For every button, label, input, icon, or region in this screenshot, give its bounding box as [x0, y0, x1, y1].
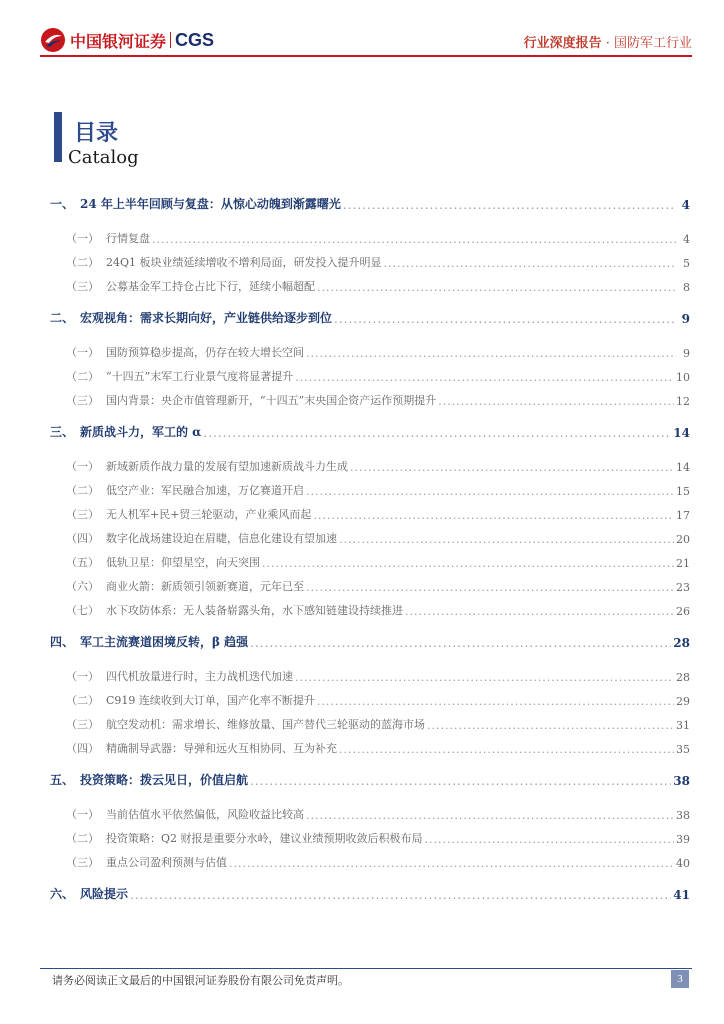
item-title: 无人机军+民+贸三轮驱动，产业乘风而起	[106, 508, 312, 521]
toc-item[interactable]	[50, 336, 690, 360]
toc-section[interactable]	[50, 416, 690, 440]
page-ref: 14	[673, 426, 690, 440]
item-number: （三）	[66, 508, 99, 521]
leader-dots	[295, 371, 674, 384]
page-ref: 41	[673, 888, 690, 902]
page-ref: 28	[676, 671, 690, 684]
leader-dots	[229, 857, 674, 870]
item-title: 低轨卫星：仰望星空，向天突围	[106, 556, 260, 569]
toc-item[interactable]	[50, 798, 690, 822]
item-number: （三）	[66, 394, 99, 407]
leader-dots	[425, 833, 674, 846]
toc-item[interactable]	[50, 498, 690, 522]
toc-item[interactable]	[50, 384, 690, 408]
leader-dots	[313, 509, 674, 522]
page-number: 3	[671, 970, 689, 988]
page-ref: 31	[676, 719, 690, 732]
toc-item[interactable]	[50, 474, 690, 498]
toc-item[interactable]	[50, 546, 690, 570]
section-number: 一、	[50, 197, 75, 211]
item-title: 当前估值水平依然偏低，风险收益比较高	[106, 808, 304, 821]
page-ref: 21	[676, 557, 690, 570]
leader-dots	[384, 257, 676, 270]
toc-section[interactable]	[50, 626, 690, 650]
toc-item[interactable]	[50, 732, 690, 756]
leader-dots	[250, 774, 671, 788]
footer-rule	[40, 968, 692, 969]
item-number: （一）	[66, 808, 99, 821]
item-title: C919 连续收到大订单，国产化率不断提升	[106, 694, 315, 707]
toc-item[interactable]	[50, 450, 690, 474]
item-number: （一）	[66, 232, 99, 245]
item-number: （四）	[66, 742, 99, 755]
page-ref: 15	[676, 485, 690, 498]
page-ref: 40	[676, 857, 690, 870]
item-number: （五）	[66, 556, 99, 569]
leader-dots	[152, 233, 676, 246]
page-header	[0, 0, 724, 58]
toc-item[interactable]	[50, 846, 690, 870]
item-number: （四）	[66, 532, 99, 545]
item-number: （二）	[66, 370, 99, 383]
leader-dots	[339, 533, 674, 546]
toc-item[interactable]	[50, 822, 690, 846]
page-title: 目录	[74, 121, 119, 146]
toc-item[interactable]	[50, 270, 690, 294]
section-title: 投资策略：拨云见日，价值启航	[80, 773, 249, 787]
brand-divider	[170, 32, 171, 48]
item-number: （二）	[66, 484, 99, 497]
item-title: 公募基金军工持仓占比下行，延续小幅超配	[106, 280, 315, 293]
industry-name: 国防军工行业	[613, 36, 692, 51]
page-ref: 38	[673, 774, 690, 788]
item-number: （一）	[66, 460, 99, 473]
item-number: （七）	[66, 604, 99, 617]
toc-item[interactable]	[50, 708, 690, 732]
leader-dots	[250, 636, 671, 650]
section-number: 五、	[50, 773, 75, 787]
leader-dots	[334, 312, 676, 326]
section-number: 三、	[50, 425, 75, 439]
item-title: 数字化战场建设迫在眉睫，信息化建设有望加速	[106, 532, 337, 545]
leader-dots	[130, 888, 671, 902]
leader-dots	[405, 605, 674, 618]
item-title: 重点公司盈利预测与估值	[106, 856, 227, 869]
item-number: （三）	[66, 718, 99, 731]
page-ref: 9	[683, 347, 690, 360]
leader-dots	[343, 198, 676, 212]
item-title: 航空发动机：需求增长、维修放量、国产替代三轮驱动的蓝海市场	[106, 718, 425, 731]
toc-item[interactable]	[50, 684, 690, 708]
item-title: 低空产业：军民融合加速，万亿赛道开启	[106, 484, 304, 497]
section-title: 宏观视角：需求长期向好，产业链供给逐步到位	[80, 311, 333, 325]
table-of-contents	[50, 188, 690, 902]
leader-dots	[339, 743, 674, 756]
item-title: 行情复盘	[106, 232, 150, 245]
item-title: 新域新质作战力量的发展有望加速新质战斗力生成	[106, 460, 348, 473]
page-ref: 23	[676, 581, 690, 594]
item-title: 四代机放量进行时，主力战机迭代加速	[106, 670, 293, 683]
leader-dots	[203, 426, 671, 440]
footer-disclaimer: 请务必阅读正文最后的中国银河证券股份有限公司免责声明。	[52, 974, 349, 987]
page-ref: 14	[676, 461, 690, 474]
item-title: 商业火箭：新质领引领新赛道，元年已至	[106, 580, 304, 593]
toc-item[interactable]	[50, 594, 690, 618]
item-title: 投资策略：Q2 财报是重要分水岭，建议业绩预期收敛后积极布局	[106, 832, 423, 845]
brand-logo	[40, 27, 214, 53]
section-title: 24 年上半年回顾与复盘：从惊心动魄到渐露曙光	[80, 197, 341, 211]
item-number: （三）	[66, 856, 99, 869]
item-number: （六）	[66, 580, 99, 593]
header-rule	[40, 55, 692, 57]
leader-dots	[306, 809, 674, 822]
leader-dots	[427, 719, 674, 732]
leader-dots	[438, 395, 674, 408]
item-title: 精确制导武器：导弹和远火互相协同、互为补充	[106, 742, 337, 755]
section-title: 新质战斗力，军工的 α	[80, 425, 202, 439]
page-ref: 12	[676, 395, 690, 408]
page-ref: 26	[676, 605, 690, 618]
item-number: （三）	[66, 280, 99, 293]
item-number: （二）	[66, 832, 99, 845]
item-title: “十四五”末军工行业景气度将显著提升	[106, 370, 294, 383]
page-ref: 29	[676, 695, 690, 708]
toc-section[interactable]	[50, 188, 690, 212]
section-number: 四、	[50, 635, 75, 649]
section-number: 六、	[50, 887, 75, 901]
item-title: 国防预算稳步提高，仍存在较大增长空间	[106, 346, 304, 359]
toc-section[interactable]	[50, 764, 690, 788]
galaxy-logo-icon	[40, 27, 66, 53]
leader-dots	[306, 485, 674, 498]
doc-type: 行业深度报告	[523, 36, 602, 51]
leader-dots	[306, 347, 676, 360]
toc-section[interactable]	[50, 302, 690, 326]
page-ref: 8	[683, 281, 690, 294]
item-number: （二）	[66, 256, 99, 269]
page-ref: 35	[676, 743, 690, 756]
toc-item[interactable]	[50, 660, 690, 684]
section-title: 风险提示	[80, 887, 129, 901]
toc-item[interactable]	[50, 570, 690, 594]
report-label	[524, 32, 692, 51]
toc-item[interactable]	[50, 522, 690, 546]
page-ref: 39	[676, 833, 690, 846]
header-separator: ·	[601, 36, 614, 51]
item-number: （一）	[66, 670, 99, 683]
page-ref: 20	[676, 533, 690, 546]
toc-item[interactable]	[50, 246, 690, 270]
page-ref: 28	[673, 636, 690, 650]
page-ref: 4	[683, 233, 690, 246]
brand-name-en: CGS	[175, 29, 215, 50]
leader-dots	[350, 461, 674, 474]
page-ref: 9	[681, 312, 690, 326]
section-title: 军工主流赛道困境反转，β 趋强	[80, 635, 249, 649]
toc-item[interactable]	[50, 360, 690, 384]
page-ref: 5	[683, 257, 690, 270]
page-ref: 38	[676, 809, 690, 822]
leader-dots	[317, 695, 674, 708]
page-ref: 4	[681, 198, 690, 212]
item-title: 国内背景：央企市值管理新开，“十四五”末央国企资产运作预期提升	[106, 394, 437, 407]
item-number: （二）	[66, 694, 99, 707]
item-number: （一）	[66, 346, 99, 359]
leader-dots	[295, 671, 674, 684]
page-ref: 10	[676, 371, 690, 384]
page-subtitle: Catalog	[68, 147, 139, 168]
item-title: 水下攻防体系：无人装备崭露头角，水下感知链建设持续推进	[106, 604, 403, 617]
page-ref: 17	[676, 509, 690, 522]
brand-name-cn: 中国银河证券	[70, 31, 167, 51]
leader-dots	[306, 581, 674, 594]
toc-section[interactable]	[50, 878, 690, 902]
leader-dots	[262, 557, 674, 570]
title-accent-bar	[54, 112, 62, 162]
leader-dots	[317, 281, 676, 294]
toc-item[interactable]	[50, 222, 690, 246]
item-title: 24Q1 板块业绩延续增收不增利局面，研发投入提升明显	[106, 256, 382, 269]
section-number: 二、	[50, 311, 75, 325]
